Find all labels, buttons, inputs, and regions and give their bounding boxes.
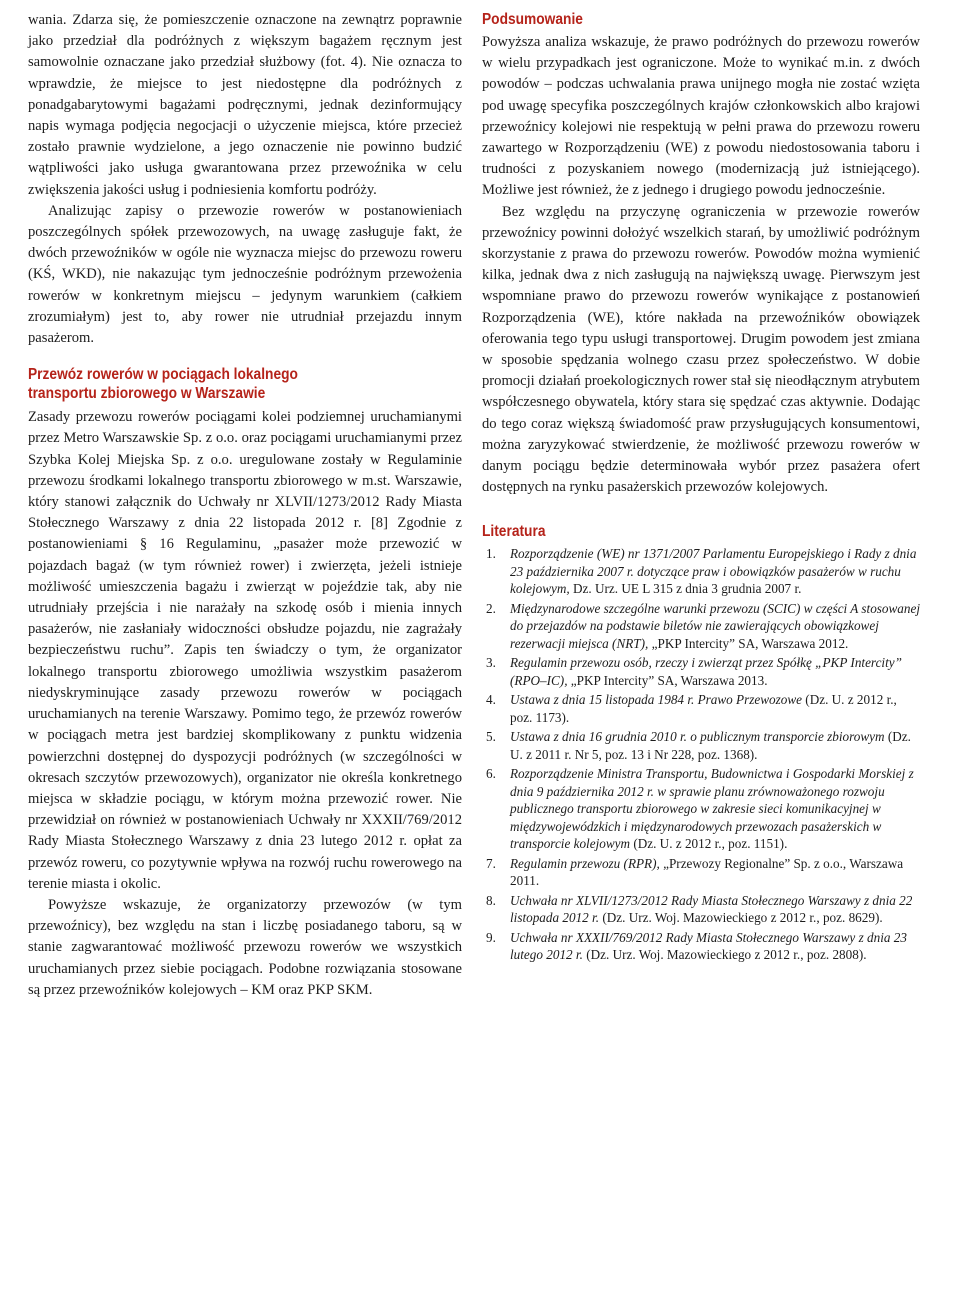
reference-details: (Dz. U. z 2012 r., poz. 1151).	[630, 836, 788, 852]
reference-details: „PKP Intercity” SA, Warszawa 2012.	[648, 635, 849, 651]
section-heading-line: Przewóz rowerów w pociągach lokalnego	[28, 366, 298, 384]
reference-details: (Dz. Urz. Woj. Mazowieckiego z 2012 r., poz. 8629).	[599, 910, 883, 926]
reference-number: 5.	[486, 729, 496, 745]
body-paragraph: Analizując zapisy o przewozie rowerów w postanowieniach poszczególnych spółek przewozowych, na uwagę zasługuje fakt, że dwóch przewoźników w ogóle nie wyznacza miejsc do przewozu roweru (KŚ, WKD), nie nakazując tym jednocześnie podróżnym przewożenia rowerów w konkretnym miejscu – jedynym warunkiem (całkiem zrozumiałym) jest to, aby rower nie utrudniał przejazdu innym pasażerom.	[28, 202, 462, 347]
reference-number: 7.	[486, 855, 496, 871]
reference-item	[482, 892, 920, 927]
summary-heading: Podsumowanie	[482, 11, 583, 28]
reference-item	[482, 691, 920, 726]
reference-title: Ustawa z dnia 15 listopada 1984 r. Prawo Przewozowe	[510, 692, 802, 708]
right-column	[482, 10, 920, 966]
reference-title: Rozporządzenie Ministra Transportu, Budownictwa i Gospodarki Morskiej z dnia 9 października 2012 r. w sprawie planu zrównoważonego rozwoju publicznego transportu zbiorowego w zakresie sieci komunikacyjnej w międzywojewódzkich i międzynarodowych przewozach pasażerskich w transporcie kolejowym	[510, 766, 914, 852]
reference-number: 1.	[486, 546, 496, 562]
reference-number: 3.	[486, 655, 496, 671]
reference-title: Rozporządzenie (WE) nr 1371/2007 Parlamentu Europejskiego i Rady z dnia 23 października 2007 r. dotyczące praw i obowiązków pasażerów w ruchu kolejowym,	[510, 546, 917, 597]
body-paragraph: Powyższe wskazuje, że organizatorzy przewozów (w tym przewoźnicy), bez względu na stan i liczbę posiadanego taboru, są w stanie zagwarantować możliwość przewozu rowerów we wszystkich uruchamianych przez siebie pociągach. Podobne rozwiązania stosowane są przez przewoźników kolejowych – KM oraz PKP SKM.	[28, 896, 462, 998]
reference-title: Międzynarodowe szczególne warunki przewozu (SCIC) w części A stosowanej do przejazdów na podstawie biletów nie zawierających obowiązkowej rezerwacji miejsca (NRT),	[510, 600, 921, 651]
section-heading	[28, 365, 401, 403]
reference-item	[482, 600, 920, 653]
section-heading-line: transportu zbiorowego w Warszawie	[28, 385, 266, 403]
reference-details: „Przewozy Regionalne” Sp. z o.o., Warszawa 2011.	[510, 855, 904, 889]
reference-list	[482, 545, 920, 964]
reference-title: Uchwała nr XLVII/1273/2012 Rady Miasta Stołecznego Warszawy z dnia 22 listopada 2012 r.	[510, 892, 913, 926]
body-paragraph: wania. Zdarza się, że pomieszczenie oznaczone na zewnątrz poprawnie jako przedział dla podróżnych z większym bagażem ręcznym jest samowolnie oznaczane jako przedział służbowy (fot. 4). Nie oznacza to wprawdzie, że miejsce to jest niedostępne dla podróżnych z ponadgabarytowymi bagażami podręcznymi, jednak dezinformujący napis wymaga podjęcia negocjacji o użyczenie miejsca, które przecież zostało prawnie wydzielone, a jego oznaczenie nie powinno budzić wątpliwości jako usługa gwarantowana przez przewoźnika w celu zwiększenia jakości usług i podniesienia komfortu podróży.	[28, 12, 462, 198]
reference-number: 6.	[486, 766, 496, 782]
literature-heading: Literatura	[482, 523, 546, 541]
reference-number: 2.	[486, 600, 496, 616]
body-paragraph: Powyższa analiza wskazuje, że prawo podróżnych do przewozu rowerów w wielu przypadkach jest ograniczone. Może to wynikać m.in. z dwóch powodów – podczas uchwalania prawa unijnego mogła nie zostać wzięta pod uwagę specyfika poszczególnych krajów członkowskich albo krajowi przewoźnicy kolejowi nie respektują w pełni prawa do przewozu roweru zawartego w Rozporządzeniu (WE) z powodu niedostosowania taboru i trudności z pozyskaniem nowego (modernizacją już istniejącego). Możliwe jest również, że z jednego i drugiego powodu jednocześnie.	[482, 34, 920, 199]
reference-item	[482, 545, 920, 598]
reference-item	[482, 929, 920, 964]
reference-details: (Dz. U. z 2011 r. Nr 5, poz. 13 i Nr 228, poz. 1368).	[510, 729, 911, 762]
reference-item	[482, 654, 920, 689]
reference-title: Uchwała nr XXXII/769/2012 Rady Miasta Stołecznego Warszawy z dnia 23 lutego 2012 r.	[510, 929, 907, 963]
reference-number: 8.	[486, 892, 496, 908]
reference-item	[482, 855, 920, 890]
reference-title: Regulamin przewozu (RPR),	[510, 855, 660, 871]
left-column	[28, 10, 462, 1001]
reference-number: 9.	[486, 929, 496, 945]
body-paragraph: Zasady przewozu rowerów pociągami kolei podziemnej uruchamianymi przez Metro Warszawskie Sp. z o.o. oraz pociągami uruchamianymi przez Szybka Kolej Miejska Sp. z o.o. uregulowane zostały w Regulaminie przewozu środkami lokalnego transportu zbiorowego w m.st. Warszawie, który stanowi załącznik do Uchwały nr XLVII/1273/2012 Rady Miasta Stołecznego Warszawy z dnia 22 listopada 2012 r. [8] Zgodnie z postanowieniami § 16 Regulaminu, „pasażer może przewozić w pojazdach bagaż (w tym również rower) i zwierzęta, jeżeli istnieje możliwość umieszczenia bagażu i zwierząt w pojeździe tak, aby nie utrudniały przejścia i nie narażały na szkodę osób i mienia innych pasażerów, nie zasłaniały widoczności obsłudze pojazdu, nie zagrażały bezpieczeństwu ruchu”. Zapis ten świadczy o tym, że organizator lokalnego transportu zbiorowego umożliwia wszystkim pasażerom niedyskryminujące zasady przewozu rowerów w pociągach uruchamianych na terenie Warszawy. Pomimo tego, że przewóz rowerów w pociągach metra jest bardziej skomplikowany z punktu widzenia powierzchni dostępnej do dyspozycji podróżnych (w szczególności w okresach szczytów przewozowych), organizator nie określa konkretnego miejsca w składzie pociągu, w którym można przewozić rower. Nie przewidział on również w postanowieniach Uchwały nr XXXII/769/2012 Rady Miasta Stołecznego Warszawy z dnia 23 lutego 2012 r. opłat za przewóz roweru, co pozytywnie wpływa na rozwój ruchu rowerowego na terenie miasta i okolic.	[28, 409, 462, 892]
reference-title: Ustawa z dnia 16 grudnia 2010 r. o publicznym transporcie zbiorowym	[510, 729, 885, 745]
reference-item	[482, 765, 920, 853]
reference-details: „PKP Intercity” SA, Warszawa 2013.	[567, 672, 768, 688]
reference-details: (Dz. U. z 2012 r., poz. 1173).	[510, 692, 897, 725]
body-paragraph: Bez względu na przyczynę ograniczenia w przewozie rowerów przewoźnicy powinni dołożyć wszelkich starań, by umożliwić podróżnym skorzystanie z prawa do przewozu rowerów. Powodów można wymienić kilka, jednak dwa z nich zasługują na największą uwagę. Pierwszym jest wspomniane prawo do przewozu rowerów wynikające z postanowień Rozporządzenia (WE), które nakłada na przewoźników obowiązek oferowania tego typu usługi transportowej. Drugim powodem jest zmiana w sposobie spędzania wolnego czasu przez społeczeństwo. W dobie promocji działań proekologicznych rower stał się nieodłącznym atrybutem współczesnego obywatela, który stara się spędzać czas aktywnie. Dodając do tego coraz większą świadomość praw przysługujących konsumentowi, można zaryzykować stwierdzenie, że możliwość przewozu rowerów w danym pociągu będzie determinowała wybór przez pasażera ofert dostępnych na rynku pasażerskich przewozów kolejowych.	[482, 203, 920, 496]
reference-details: (Dz. Urz. Woj. Mazowieckiego z 2012 r., poz. 2808).	[582, 947, 867, 963]
reference-number: 4.	[486, 692, 496, 708]
reference-item	[482, 728, 920, 763]
reference-details: Dz. Urz. UE L 315 z dnia 3 grudnia 2007 r.	[569, 581, 802, 597]
reference-title: Regulamin przewozu osób, rzeczy i zwierząt przez Spółkę „PKP Intercity” (RPO–IC),	[510, 655, 902, 688]
